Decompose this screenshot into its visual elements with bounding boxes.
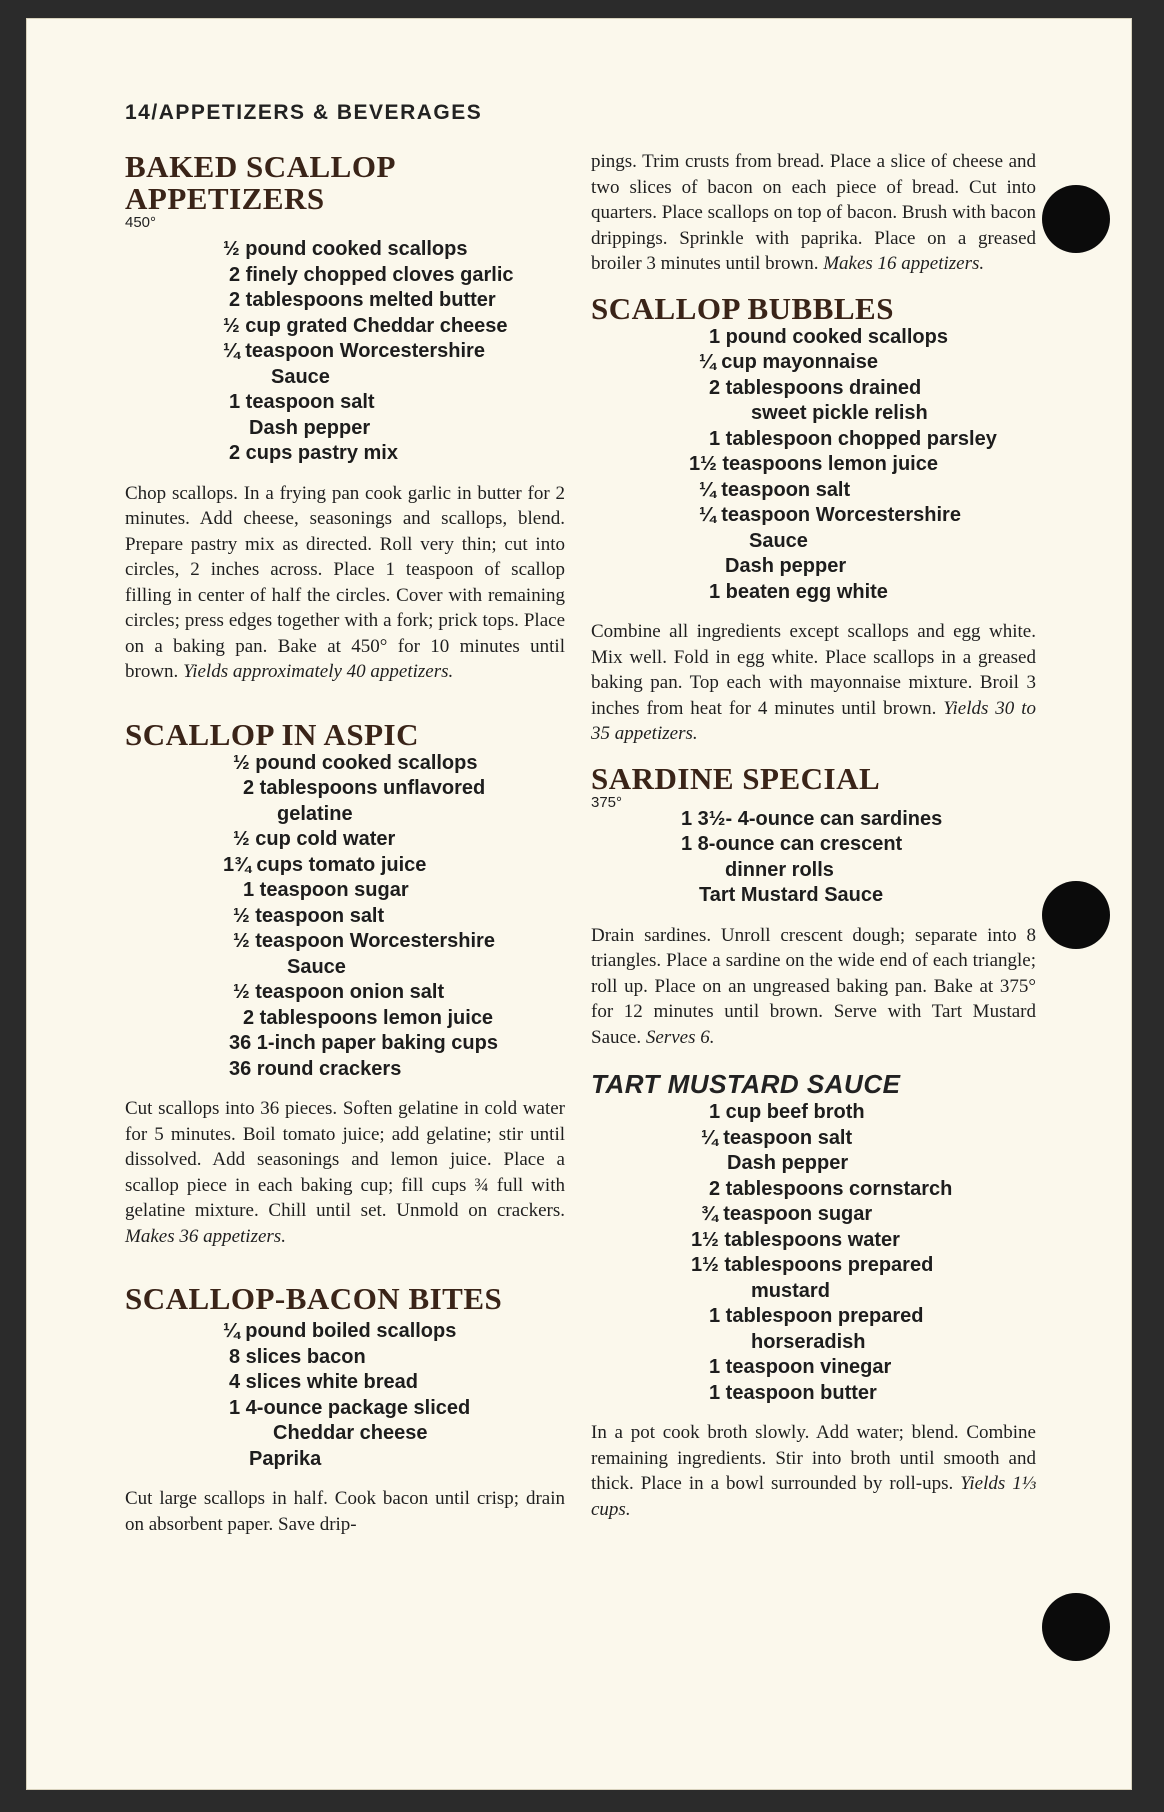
ingredient: ½ cup cold water: [233, 828, 396, 850]
ingredient: ¼ cup mayonnaise: [699, 351, 878, 373]
directions-text: Drain sardines. Unroll crescent dough; separate into 8 triangles. Place a sardine on the wide end of each triangle; roll up. Place on an ungreased baking pan. Bake at 375° for 12 minutes until brown. Serve with Tart Mustard Sauce.: [591, 924, 1036, 1048]
ingredient: mustard: [751, 1279, 830, 1302]
recipe-scallop-in-aspic: [125, 716, 565, 1250]
binder-hole-bottom: [1042, 1593, 1110, 1661]
ingredient: Cheddar cheese: [273, 1422, 428, 1444]
ingredient: ¼ teaspoon Worcestershire: [699, 504, 961, 526]
ingredient: Sauce: [749, 529, 808, 552]
ingredient: 1 pound cooked scallops: [709, 325, 948, 348]
recipe-title: BAKED SCALLOP: [125, 149, 396, 184]
ingredient: 2 finely chopped cloves garlic: [229, 263, 514, 286]
ingredient: Dash pepper: [725, 555, 847, 577]
ingredient: 1½ tablespoons water: [691, 1228, 900, 1251]
recipe-directions: [125, 481, 565, 685]
recipe-title: SARDINE SPECIAL: [591, 760, 881, 796]
right-column: [591, 151, 1036, 1522]
recipe-title: SCALLOP IN ASPIC: [125, 716, 419, 752]
recipe-directions: [591, 1420, 1036, 1522]
oven-temperature: 450°: [125, 214, 157, 231]
ingredient: ½ teaspoon Worcestershire: [233, 930, 495, 952]
ingredient: 1 tablespoon chopped parsley: [709, 427, 997, 450]
recipe-page: [26, 18, 1132, 1790]
ingredient: 1½ teaspoons lemon juice: [689, 453, 938, 475]
ingredient: 1 tablespoon prepared: [709, 1305, 924, 1327]
ingredient-list: [591, 325, 1036, 606]
ingredient: ¼ teaspoon salt: [701, 1126, 853, 1149]
directions-text: Chop scallops. In a frying pan cook garlic in butter for 2 minutes. Add cheese, seasonings and scallops, blend. Prepare pastry mix as directed. Roll very thin; cut into circles, 2 inches across. Place 1 teaspoon of scallop filling in center of half the circles. Cover with remaining circles; press edges together with a fork; prick tops. Place on a baking pan. Bake at 450° for 10 minutes until brown.: [125, 482, 565, 682]
ingredient: 1 teaspoon vinegar: [709, 1356, 892, 1378]
recipe-directions: [591, 619, 1036, 747]
ingredient: 2 tablespoons cornstarch: [709, 1177, 953, 1200]
recipe-title: TART MUSTARD SAUCE: [591, 1069, 901, 1099]
recipe-directions: [125, 1096, 565, 1249]
ingredient: 8 slices bacon: [229, 1345, 366, 1368]
recipe-yield: Yields approximately 40 appetizers.: [183, 661, 454, 682]
recipe-title-cont: APPETIZERS: [125, 181, 325, 216]
recipe-scallop-bubbles: [591, 290, 1036, 747]
ingredient: 2 tablespoons unflavored: [243, 777, 486, 799]
ingredient: ¼ teaspoon salt: [699, 478, 851, 501]
left-column: [125, 151, 565, 1537]
ingredient: 2 tablespoons melted butter: [229, 289, 496, 311]
ingredient: 1 teaspoon salt: [229, 391, 375, 413]
ingredient: dinner rolls: [725, 858, 834, 881]
recipe-title: SCALLOP BUBBLES: [591, 290, 894, 326]
ingredient: 1 8-ounce can crescent: [681, 833, 903, 855]
ingredient: 4 slices white bread: [229, 1371, 418, 1393]
binder-hole-middle: [1042, 881, 1110, 949]
ingredient: Dash pepper: [249, 416, 371, 439]
ingredient: 1 teaspoon butter: [709, 1381, 877, 1404]
directions-text: Combine all ingredients except scallops and egg white. Mix well. Fold in egg white. Place scallops in a greased baking pan. Top each with mayonnaise mixture. Broil 3 inches from heat for 4 minutes until brown.: [591, 621, 1036, 719]
ingredient: 2 cups pastry mix: [229, 442, 398, 464]
directions-text: pings. Trim crusts from bread. Place a slice of cheese and two slices of bacon on each piece of bread. Cut into quarters. Place scallops on top of bacon. Brush with bacon drippings. Sprinkle with paprika. Place on a greased broiler 3 minutes until brown.: [591, 151, 1036, 274]
ingredient: 1 teaspoon sugar: [243, 879, 409, 901]
ingredient: ½ teaspoon salt: [233, 904, 385, 927]
ingredient-list: [591, 807, 1036, 909]
ingredient: 2 tablespoons drained: [709, 376, 922, 399]
ingredient: gelatine: [277, 802, 353, 825]
ingredient-list: [591, 1100, 1036, 1406]
directions-text: Cut scallops into 36 pieces. Soften gelatine in cold water for 5 minutes. Boil tomato juice; add gelatine; stir until dissolved. Add seasonings and lemon juice. Place a scallop piece in each baking cup; fill cups ¾ full with gelatine mixture. Chill until set. Unmold on crackers.: [125, 1098, 565, 1221]
ingredient: Sauce: [271, 365, 330, 388]
recipe-yield: Makes 36 appetizers.: [125, 1225, 286, 1247]
recipe-directions: [591, 923, 1036, 1051]
recipe-baked-scallop-appetizers: [125, 151, 565, 685]
recipe-scallop-bacon-bites: [125, 1283, 565, 1537]
ingredient: ¼ teaspoon Worcestershire: [223, 340, 485, 362]
ingredient: sweet pickle relish: [751, 402, 928, 424]
recipe-yield: Yields 30 to 35 appetizers.: [591, 697, 1036, 744]
ingredient: 1 3½- 4-ounce can sardines: [681, 807, 943, 830]
ingredient: 36 round crackers: [229, 1057, 402, 1080]
oven-temperature: 375°: [591, 793, 623, 811]
ingredient: ½ pound cooked scallops: [223, 238, 468, 260]
ingredient: ¼ pound boiled scallops: [223, 1320, 457, 1342]
ingredient: horseradish: [751, 1330, 866, 1353]
ingredient: 1¾ cups tomato juice: [223, 853, 427, 876]
ingredient: 1 cup beef broth: [709, 1101, 865, 1123]
ingredient: 2 tablespoons lemon juice: [243, 1006, 494, 1029]
ingredient: ½ teaspoon onion salt: [233, 981, 445, 1003]
directions-text: In a pot cook broth slowly. Add water; blend. Combine remaining ingredients. Stir into broth until smooth and thick. Place in a bowl surrounded by roll-ups.: [591, 1422, 1036, 1494]
recipe-yield: Yields 1⅓ cups.: [591, 1473, 1037, 1520]
recipe-directions: Cut large scallops in half. Cook bacon until crisp; drain on absorbent paper. Save drip-: [125, 1488, 565, 1535]
binder-hole-top: [1042, 185, 1110, 253]
recipe-yield: Makes 16 appetizers.: [823, 253, 985, 274]
ingredient: ½ pound cooked scallops: [233, 751, 478, 774]
recipe-yield: Serves 6.: [645, 1026, 715, 1048]
ingredient: Sauce: [287, 955, 346, 978]
recipe-title: SCALLOP-BACON BITES: [125, 1281, 503, 1316]
recipe-sardine-special: [591, 760, 1036, 1051]
ingredient: Tart Mustard Sauce: [699, 884, 884, 906]
ingredient: Paprika: [249, 1447, 322, 1470]
ingredient: 1 4-ounce package sliced: [229, 1396, 471, 1419]
page-header: 14/APPETIZERS & BEVERAGES: [125, 101, 483, 124]
recipe-tart-mustard-sauce: [591, 1068, 1036, 1522]
ingredient: 36 1-inch paper baking cups: [229, 1032, 498, 1054]
ingredient-list: [125, 1319, 565, 1472]
ingredient-list: [125, 751, 565, 1083]
ingredient: 1½ tablespoons prepared: [691, 1254, 934, 1276]
ingredient-list: [125, 237, 565, 467]
recipe-directions-continued: [591, 149, 1036, 277]
ingredient: 1 beaten egg white: [709, 580, 888, 603]
ingredient: ½ cup grated Cheddar cheese: [223, 314, 508, 337]
ingredient: ¾ teaspoon sugar: [701, 1203, 873, 1225]
ingredient: Dash pepper: [727, 1152, 849, 1174]
